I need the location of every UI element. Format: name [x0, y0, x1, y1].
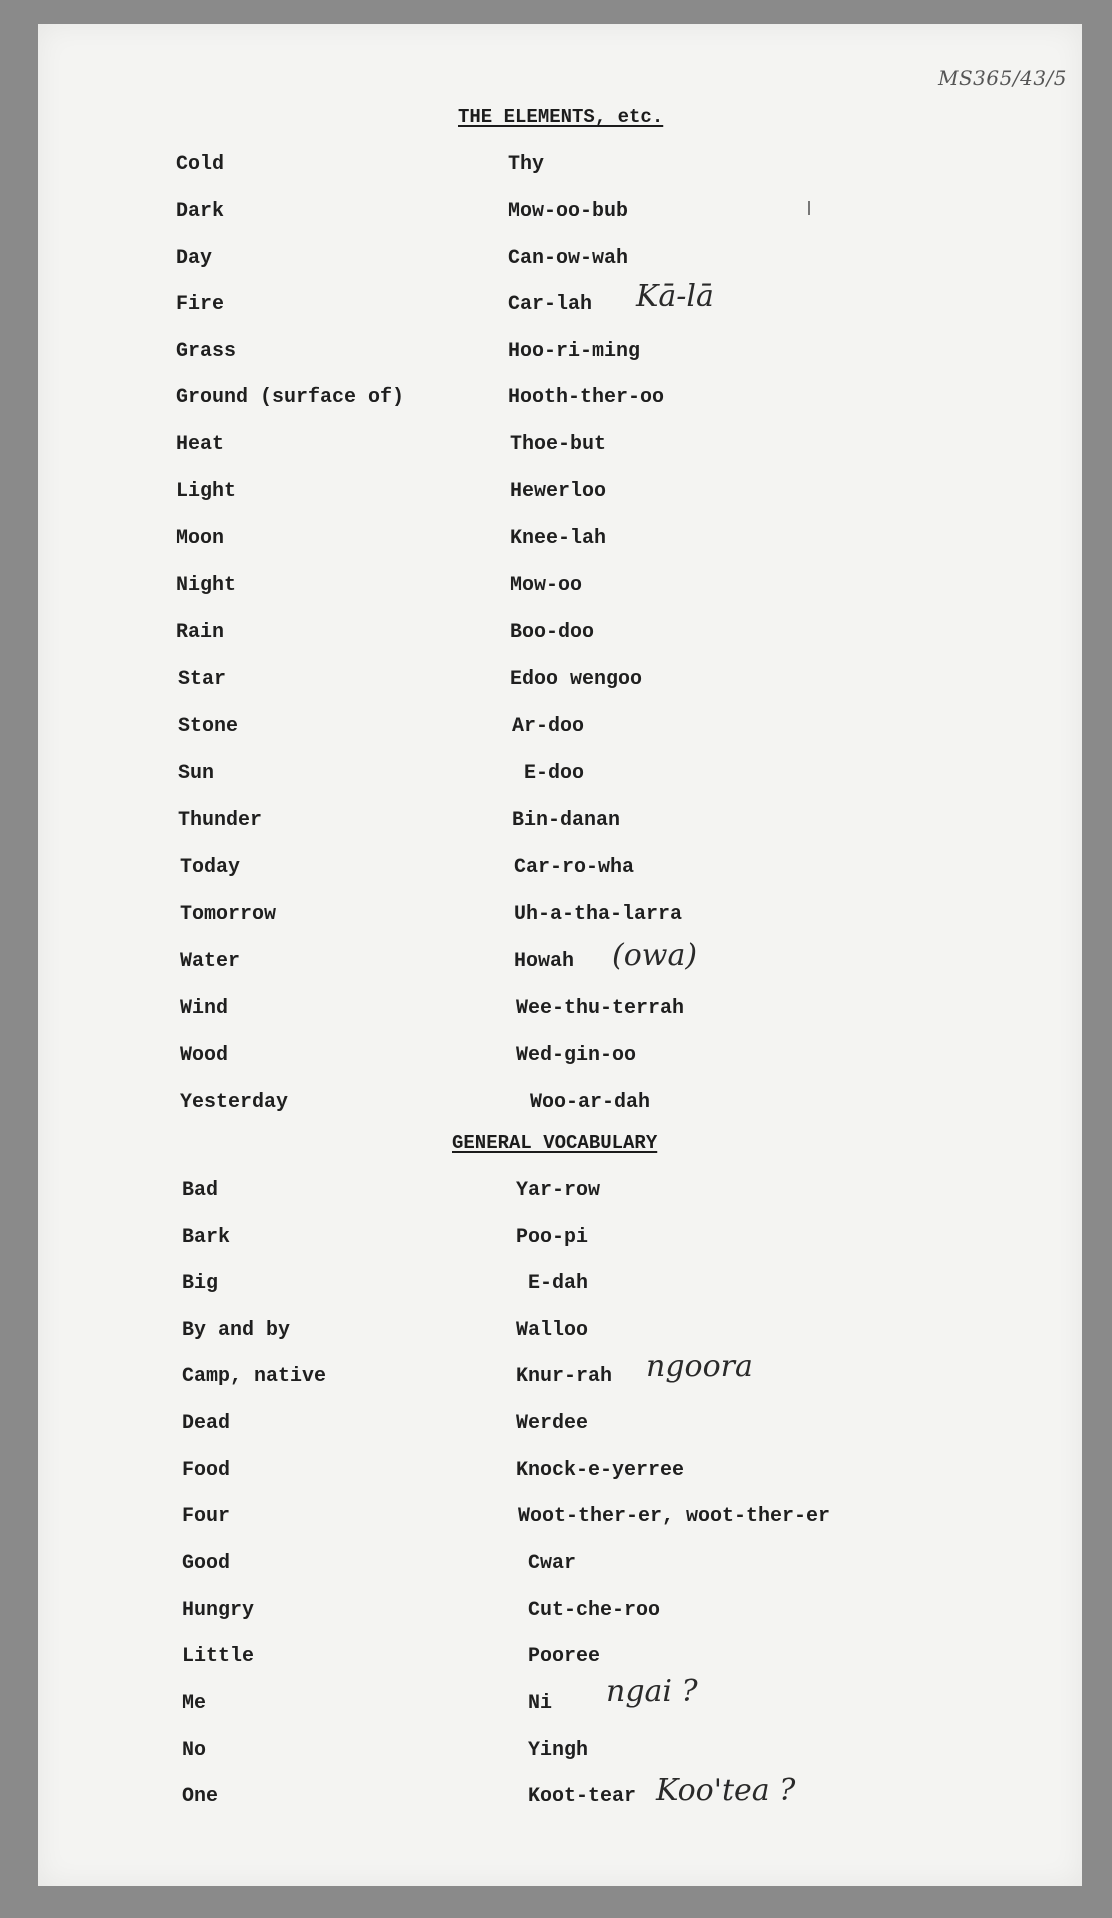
english-word: Fire: [176, 293, 225, 316]
vocab-row: [38, 1773, 938, 1812]
native-word: Walloo: [516, 1319, 589, 1342]
native-word: Boo-doo: [510, 621, 595, 644]
english-word: Water: [180, 950, 241, 973]
native-word: Koot-tear: [528, 1785, 637, 1808]
english-word: Sun: [178, 762, 215, 785]
english-word: Bark: [182, 1226, 231, 1249]
native-word: Werdee: [516, 1412, 589, 1435]
english-word: By and by: [182, 1319, 291, 1342]
english-word: Good: [182, 1552, 231, 1575]
english-word: Me: [182, 1692, 207, 1715]
vocab-row: [38, 1088, 938, 1118]
english-word: Cold: [176, 153, 225, 176]
native-word: Edoo wengoo: [510, 668, 643, 691]
english-word: No: [182, 1739, 207, 1762]
handwritten-annotation: Koo'tea ?: [656, 1773, 796, 1808]
native-word: Thoe-but: [510, 433, 607, 456]
english-word: Bad: [182, 1179, 219, 1202]
native-word: Can-ow-wah: [508, 247, 629, 270]
section-title-general: GENERAL VOCABULARY: [452, 1132, 658, 1154]
english-word: Today: [180, 856, 241, 879]
vocab-row: [38, 1736, 938, 1766]
vocab-row: [38, 244, 938, 274]
vocab-row: [38, 900, 938, 930]
english-word: Ground (surface of): [176, 386, 405, 409]
pen-mark: [808, 201, 810, 215]
native-word: Pooree: [528, 1645, 601, 1668]
vocab-row: [38, 759, 938, 789]
native-word: Howah: [514, 950, 575, 973]
native-word: E-dah: [528, 1272, 589, 1295]
native-word: Wed-gin-oo: [516, 1044, 637, 1067]
english-word: Dead: [182, 1412, 231, 1435]
vocab-row: [38, 1596, 938, 1626]
english-word: Night: [176, 574, 237, 597]
vocab-row: [38, 571, 938, 601]
vocab-row: [38, 1349, 938, 1392]
native-word: Thy: [508, 153, 545, 176]
native-word: Ar-doo: [512, 715, 585, 738]
vocab-row: [38, 197, 938, 227]
english-word: Hungry: [182, 1599, 255, 1622]
english-word: Grass: [176, 340, 237, 363]
vocab-row: [38, 1502, 938, 1532]
english-word: Moon: [176, 527, 225, 550]
vocab-row: [38, 1674, 938, 1719]
english-word: Dark: [176, 200, 225, 223]
vocab-row: [38, 1316, 938, 1346]
handwritten-annotation: Kā-lā: [636, 279, 714, 314]
english-word: Food: [182, 1459, 231, 1482]
english-word: One: [182, 1785, 219, 1808]
native-word: Car-lah: [508, 293, 593, 316]
native-word: Wee-thu-terrah: [516, 997, 685, 1020]
english-word: Yesterday: [180, 1091, 289, 1114]
vocab-row: [38, 279, 938, 320]
english-word: Wind: [180, 997, 229, 1020]
english-word: Camp, native: [182, 1365, 327, 1388]
vocab-row: [38, 1269, 938, 1299]
vocab-row: [38, 477, 938, 507]
native-word: Knee-lah: [510, 527, 607, 550]
vocab-row: [38, 337, 938, 367]
english-word: Thunder: [178, 809, 263, 832]
native-word: Hewerloo: [510, 480, 607, 503]
english-word: Wood: [180, 1044, 229, 1067]
vocab-row: [38, 938, 938, 977]
native-word: Mow-oo: [510, 574, 583, 597]
handwritten-annotation: (owa): [612, 938, 698, 973]
vocab-row: [38, 1642, 938, 1672]
english-word: Rain: [176, 621, 225, 644]
vocab-row: [38, 1223, 938, 1253]
native-word: Bin-danan: [512, 809, 621, 832]
native-word: E-doo: [524, 762, 585, 785]
native-word: Uh-a-tha-larra: [514, 903, 683, 926]
vocab-row: [38, 150, 938, 180]
vocab-row: [38, 524, 938, 554]
english-word: Little: [182, 1645, 255, 1668]
vocab-row: [38, 430, 938, 460]
native-word: Knur-rah: [516, 1365, 613, 1388]
native-word: Hooth-ther-oo: [508, 386, 665, 409]
vocab-row: [38, 853, 938, 883]
vocab-row: [38, 1041, 938, 1071]
native-word: Hoo-ri-ming: [508, 340, 641, 363]
native-word: Car-ro-wha: [514, 856, 635, 879]
manuscript-reference: MS365/43/5: [938, 66, 1068, 90]
vocab-row: [38, 806, 938, 836]
english-word: Day: [176, 247, 213, 270]
native-word: Woo-ar-dah: [530, 1091, 651, 1114]
native-word: Yingh: [528, 1739, 589, 1762]
vocab-row: [38, 1409, 938, 1439]
native-word: Cwar: [528, 1552, 577, 1575]
native-word: Cut-che-roo: [528, 1599, 661, 1622]
vocab-row: [38, 1176, 938, 1206]
english-word: Four: [182, 1505, 231, 1528]
handwritten-annotation: ngai ?: [606, 1674, 698, 1709]
vocab-row: [38, 618, 938, 648]
english-word: Tomorrow: [180, 903, 277, 926]
section-title-elements: THE ELEMENTS, etc.: [458, 106, 664, 128]
vocab-row: [38, 383, 938, 413]
native-word: Woot-ther-er, woot-ther-er: [518, 1505, 831, 1528]
english-word: Star: [178, 668, 227, 691]
english-word: Big: [182, 1272, 219, 1295]
native-word: Yar-row: [516, 1179, 601, 1202]
native-word: Knock-e-yerree: [516, 1459, 685, 1482]
english-word: Heat: [176, 433, 225, 456]
english-word: Light: [176, 480, 237, 503]
native-word: Ni: [528, 1692, 553, 1715]
handwritten-annotation: ngoora: [646, 1349, 753, 1384]
native-word: Mow-oo-bub: [508, 200, 629, 223]
vocab-row: [38, 994, 938, 1024]
vocab-row: [38, 1549, 938, 1579]
vocab-row: [38, 1456, 938, 1486]
vocab-row: [38, 665, 938, 695]
english-word: Stone: [178, 715, 239, 738]
vocab-row: [38, 712, 938, 742]
document-page: [38, 24, 1082, 1886]
native-word: Poo-pi: [516, 1226, 589, 1249]
